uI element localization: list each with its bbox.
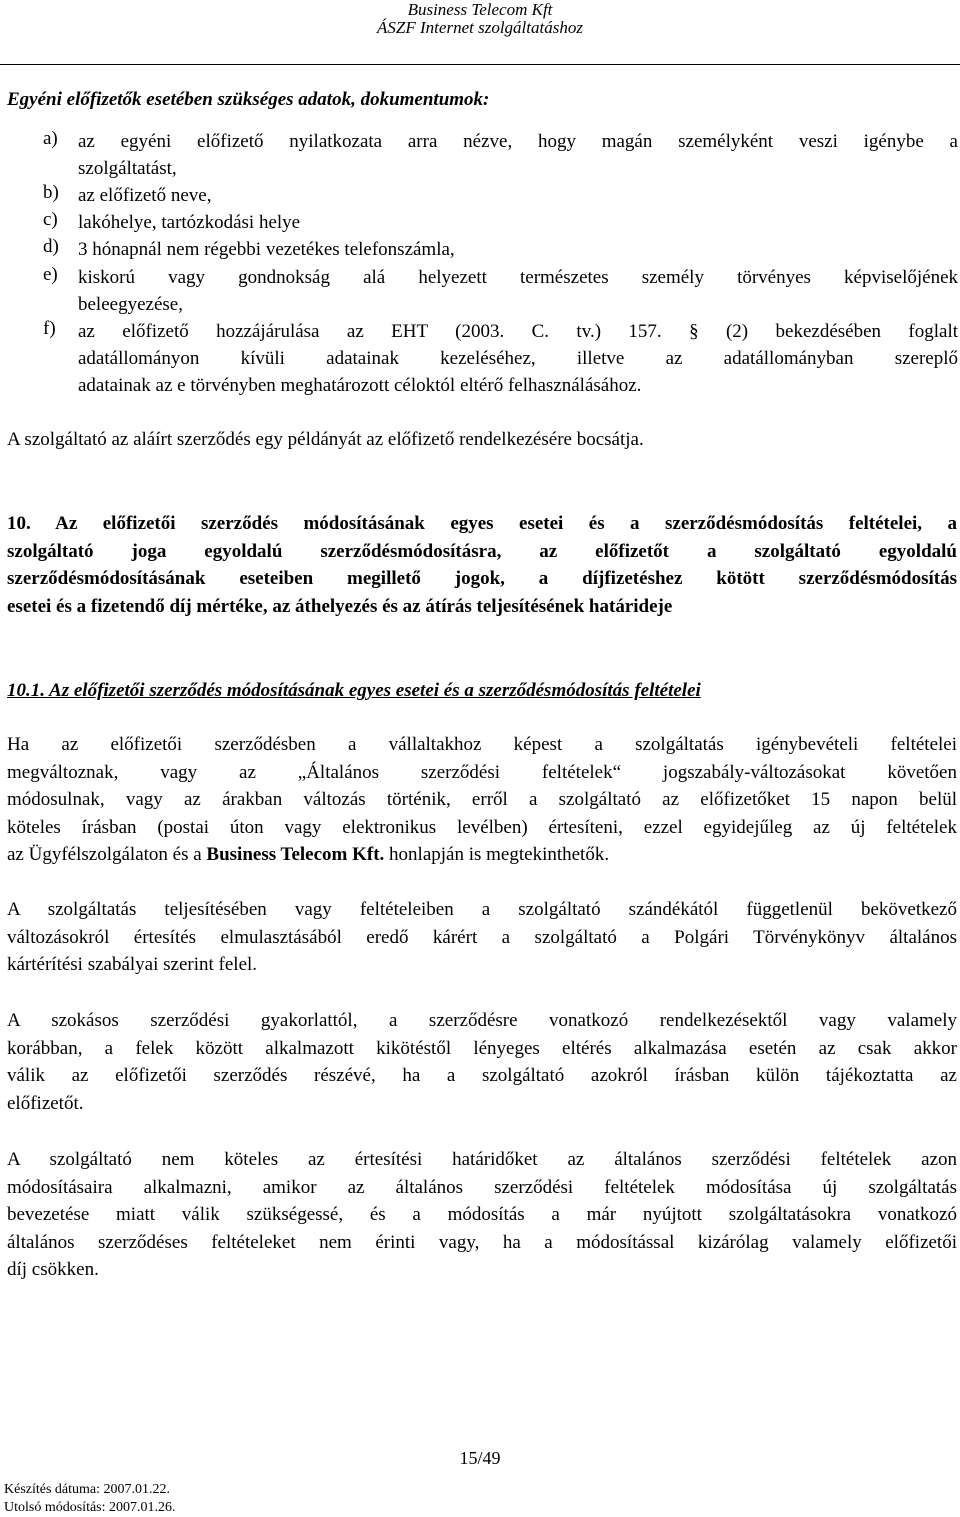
list-item-label: e) (43, 264, 58, 285)
list-item-text: az előfizető hozzájárulása az EHT (2003. C. tv.) 157. § (2) bekezdésében foglalt adatállományon kívüli adatainak kezeléséhez, illetve az adatállományban szereplő adatainak az e törvényben meghatározott céloktól eltérő felhasználásához. (78, 321, 958, 396)
list-item-text: az egyéni előfizető nyilatkozata arra nézve, hogy magán személyként veszi igénybe a szolgáltatást, (78, 131, 958, 179)
list-item-text: lakóhelye, tartózkodási helye (78, 212, 301, 233)
section-heading: Egyéni előfizetők esetében szükséges adatok, dokumentumok: (7, 89, 490, 110)
list-item-text: az előfizető neve, (78, 185, 212, 206)
list-item-text: 3 hónapnál nem régebbi vezetékes telefonszámla, (78, 239, 455, 260)
list-item-label: b) (43, 182, 59, 203)
list-item-label: a) (43, 128, 58, 149)
section-10-heading: 10. Az előfizetői szerződés módosításának egyes esetei és a szerződésmódosítás feltételei, a szolgáltató joga egyoldalú szerződésmódosításra, az előfizetőt a szolgáltató egyoldalú szerződésmódosításának eseteiben megillető jogok, a díjfizetéshez kötött szerződésmódosítás esetei és a fizetendő díj mértéke, az áthelyezés és az átírás teljesítésének határideje (7, 513, 957, 617)
modified-date: Utolsó módosítás: 2007.01.26. (4, 1500, 176, 1515)
header-company: Business Telecom Kft (407, 0, 553, 19)
list-item-label: d) (43, 236, 59, 257)
paragraph-practice: A szokásos szerződési gyakorlattól, a szerződésre vonatkozó rendelkezésektől vagy valamely korábban, a felek között alkalmazott kikötéstől lényeges eltérés alkalmazása esetén az csak akkor válik az előfizetői szerződés részévé, ha a szolgáltató azokról írásban külön tájékoztatta az előfizetőt. (7, 1010, 957, 1114)
list-item-label: c) (43, 209, 58, 230)
paragraph-deadlines: A szolgáltató nem köteles az értesítési határidőket az általános szerződési feltételek azon módosításaira alkalmazni, amikor az általános szerződési feltételek módosítása új szolgáltatás bevezetése miatt válik szükségessé, és a módosítás a már nyújtott szolgáltatásokra vonatkozó általános szerződéses feltételeket nem érinti vagy, ha a módosítással kizárólag valamely előfizetői díj csökken. (7, 1149, 957, 1280)
paragraph-modification: Ha az előfizetői szerződésben a vállaltakhoz képest a szolgáltatás igénybevételi feltételei megváltoznak, vagy az „Általános szerződési feltételek“ jogszabály-változásokat követően módosulnak, vagy az árakban változás történik, erről a szolgáltató az előfizetőket 15 napon belül köteles írásban (postai úton vagy elektronikus levélben) értesíteni, ezzel egyidejűleg az új feltételek az Ügyfélszolgálaton és a Business Telecom Kft. honlapján is megtekinthetők. (7, 734, 957, 865)
paragraph-liability: A szolgáltatás teljesítésében vagy feltételeiben a szolgáltató szándékától függetlenül bekövetkező változásokról értesítés elmulasztásából eredő kárért a szolgáltató a Polgári Törvénykönyv általános kártérítési szabályai szerint felel. (7, 899, 957, 975)
page-number: 15/49 (459, 1448, 501, 1468)
company-name: Business Telecom Kft. (206, 844, 385, 865)
signed-copy-note: A szolgáltató az aláírt szerződés egy példányát az előfizető rendelkezésére bocsátja. (7, 429, 644, 450)
created-date: Készítés dátuma: 2007.01.22. (4, 1482, 171, 1497)
list-item-label: f) (43, 318, 56, 339)
list-item-text: kiskorú vagy gondnokság alá helyezett természetes személy törvényes képviselőjének beleegyezése, (78, 267, 958, 315)
section-10-1-heading: 10.1. Az előfizetői szerződés módosításának egyes esetei és a szerződésmódosítás feltételei (7, 680, 701, 701)
header-document-title: ÁSZF Internet szolgáltatáshoz (377, 18, 583, 37)
header-divider (0, 64, 960, 65)
